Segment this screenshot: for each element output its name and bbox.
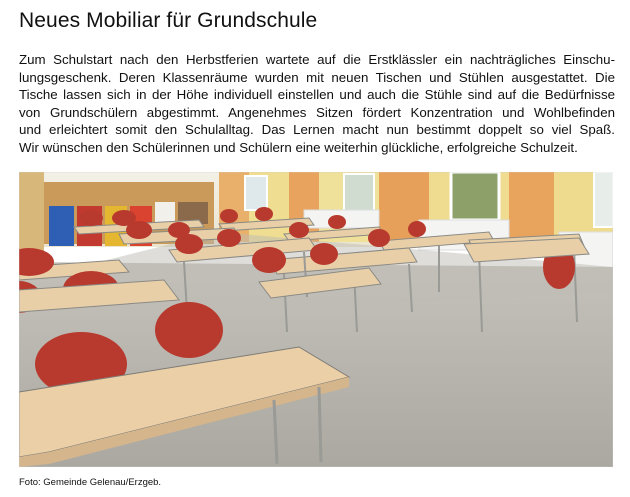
classroom-photo xyxy=(19,172,613,467)
article-line: Tische lassen sich in der Höhe individuell einstellen und auch die Stühle sind auf die Bedürfnisse xyxy=(19,87,615,103)
photo-caption: Foto: Gemeinde Gelenau/Erzgeb. xyxy=(19,477,162,488)
article-title: Neues Mobiliar für Grundschule xyxy=(19,9,318,32)
article-line: Wir wünschen den Schülerinnen und Schülern eine weiterhin glückliche, erfolgreiche Schulzeit. xyxy=(19,139,578,155)
article-line: Zum Schulstart nach den Herbstferien wartete auf die Erstklässler ein nachträgliches Einschu- xyxy=(19,52,615,67)
article-line: lungsgeschenk. Deren Klassenräume wurden mit neuen Tischen und Stühlen ausgestattet. Die xyxy=(19,69,615,85)
article-line: von Grundschülern abgestimmt. Angenehmes Sitzen fördert Konzentration und Wohlbefinden xyxy=(19,104,615,120)
article-line: und erleichtert somit den Schulalltag. Das Lernen macht nun bestimmt doppelt so viel Spaß. xyxy=(19,122,615,138)
article-body xyxy=(19,51,615,157)
